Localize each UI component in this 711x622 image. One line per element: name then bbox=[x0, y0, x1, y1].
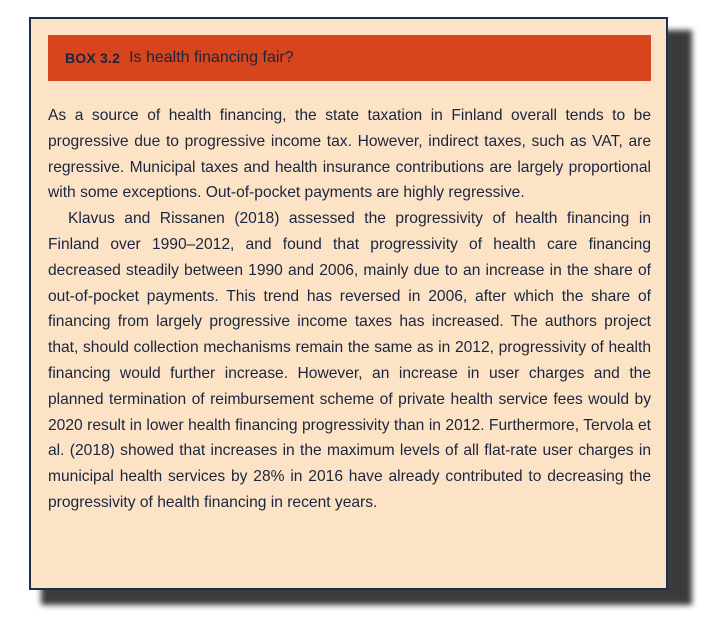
box-body bbox=[48, 103, 651, 516]
text-box bbox=[29, 17, 668, 590]
paragraph-1: As a source of health financing, the state taxation in Finland overall tends to be progressive due to progressive income tax. However, indirect taxes, such as VAT, are regressive. Municipal taxes and health insurance contributions are largely proportional with some exceptions. Out-of-pocket payments are highly regressive. bbox=[48, 107, 651, 202]
paragraph-2: Klavus and Rissanen (2018) assessed the progressivity of health financing in Finland over 1990–2012, and found that progressivity of health care financing decreased steadily between 1990 and 2006, mainly due to an increase in the share of out-of-pocket payments. This trend has reversed in 2006, after which the share of financing from largely progressive income taxes has increased. The authors project that, should collection mechanisms remain the same as in 2012, progressivity of health financing would further increase. However, an increase in user charges and the planned termination of reimbursement scheme of private health service fees would by 2020 result in lower health financing progressivity than in 2012. Furthermore, Tervola et al. (2018) showed that increases in the maximum levels of all flat-rate user charges in municipal health services by 28% in 2016 have already contributed to decreasing the progressivity of health financing in recent years. bbox=[48, 210, 651, 511]
box-header bbox=[48, 35, 651, 81]
box-label: BOX 3.2 bbox=[65, 50, 121, 66]
box-title: Is health financing fair? bbox=[129, 49, 294, 66]
